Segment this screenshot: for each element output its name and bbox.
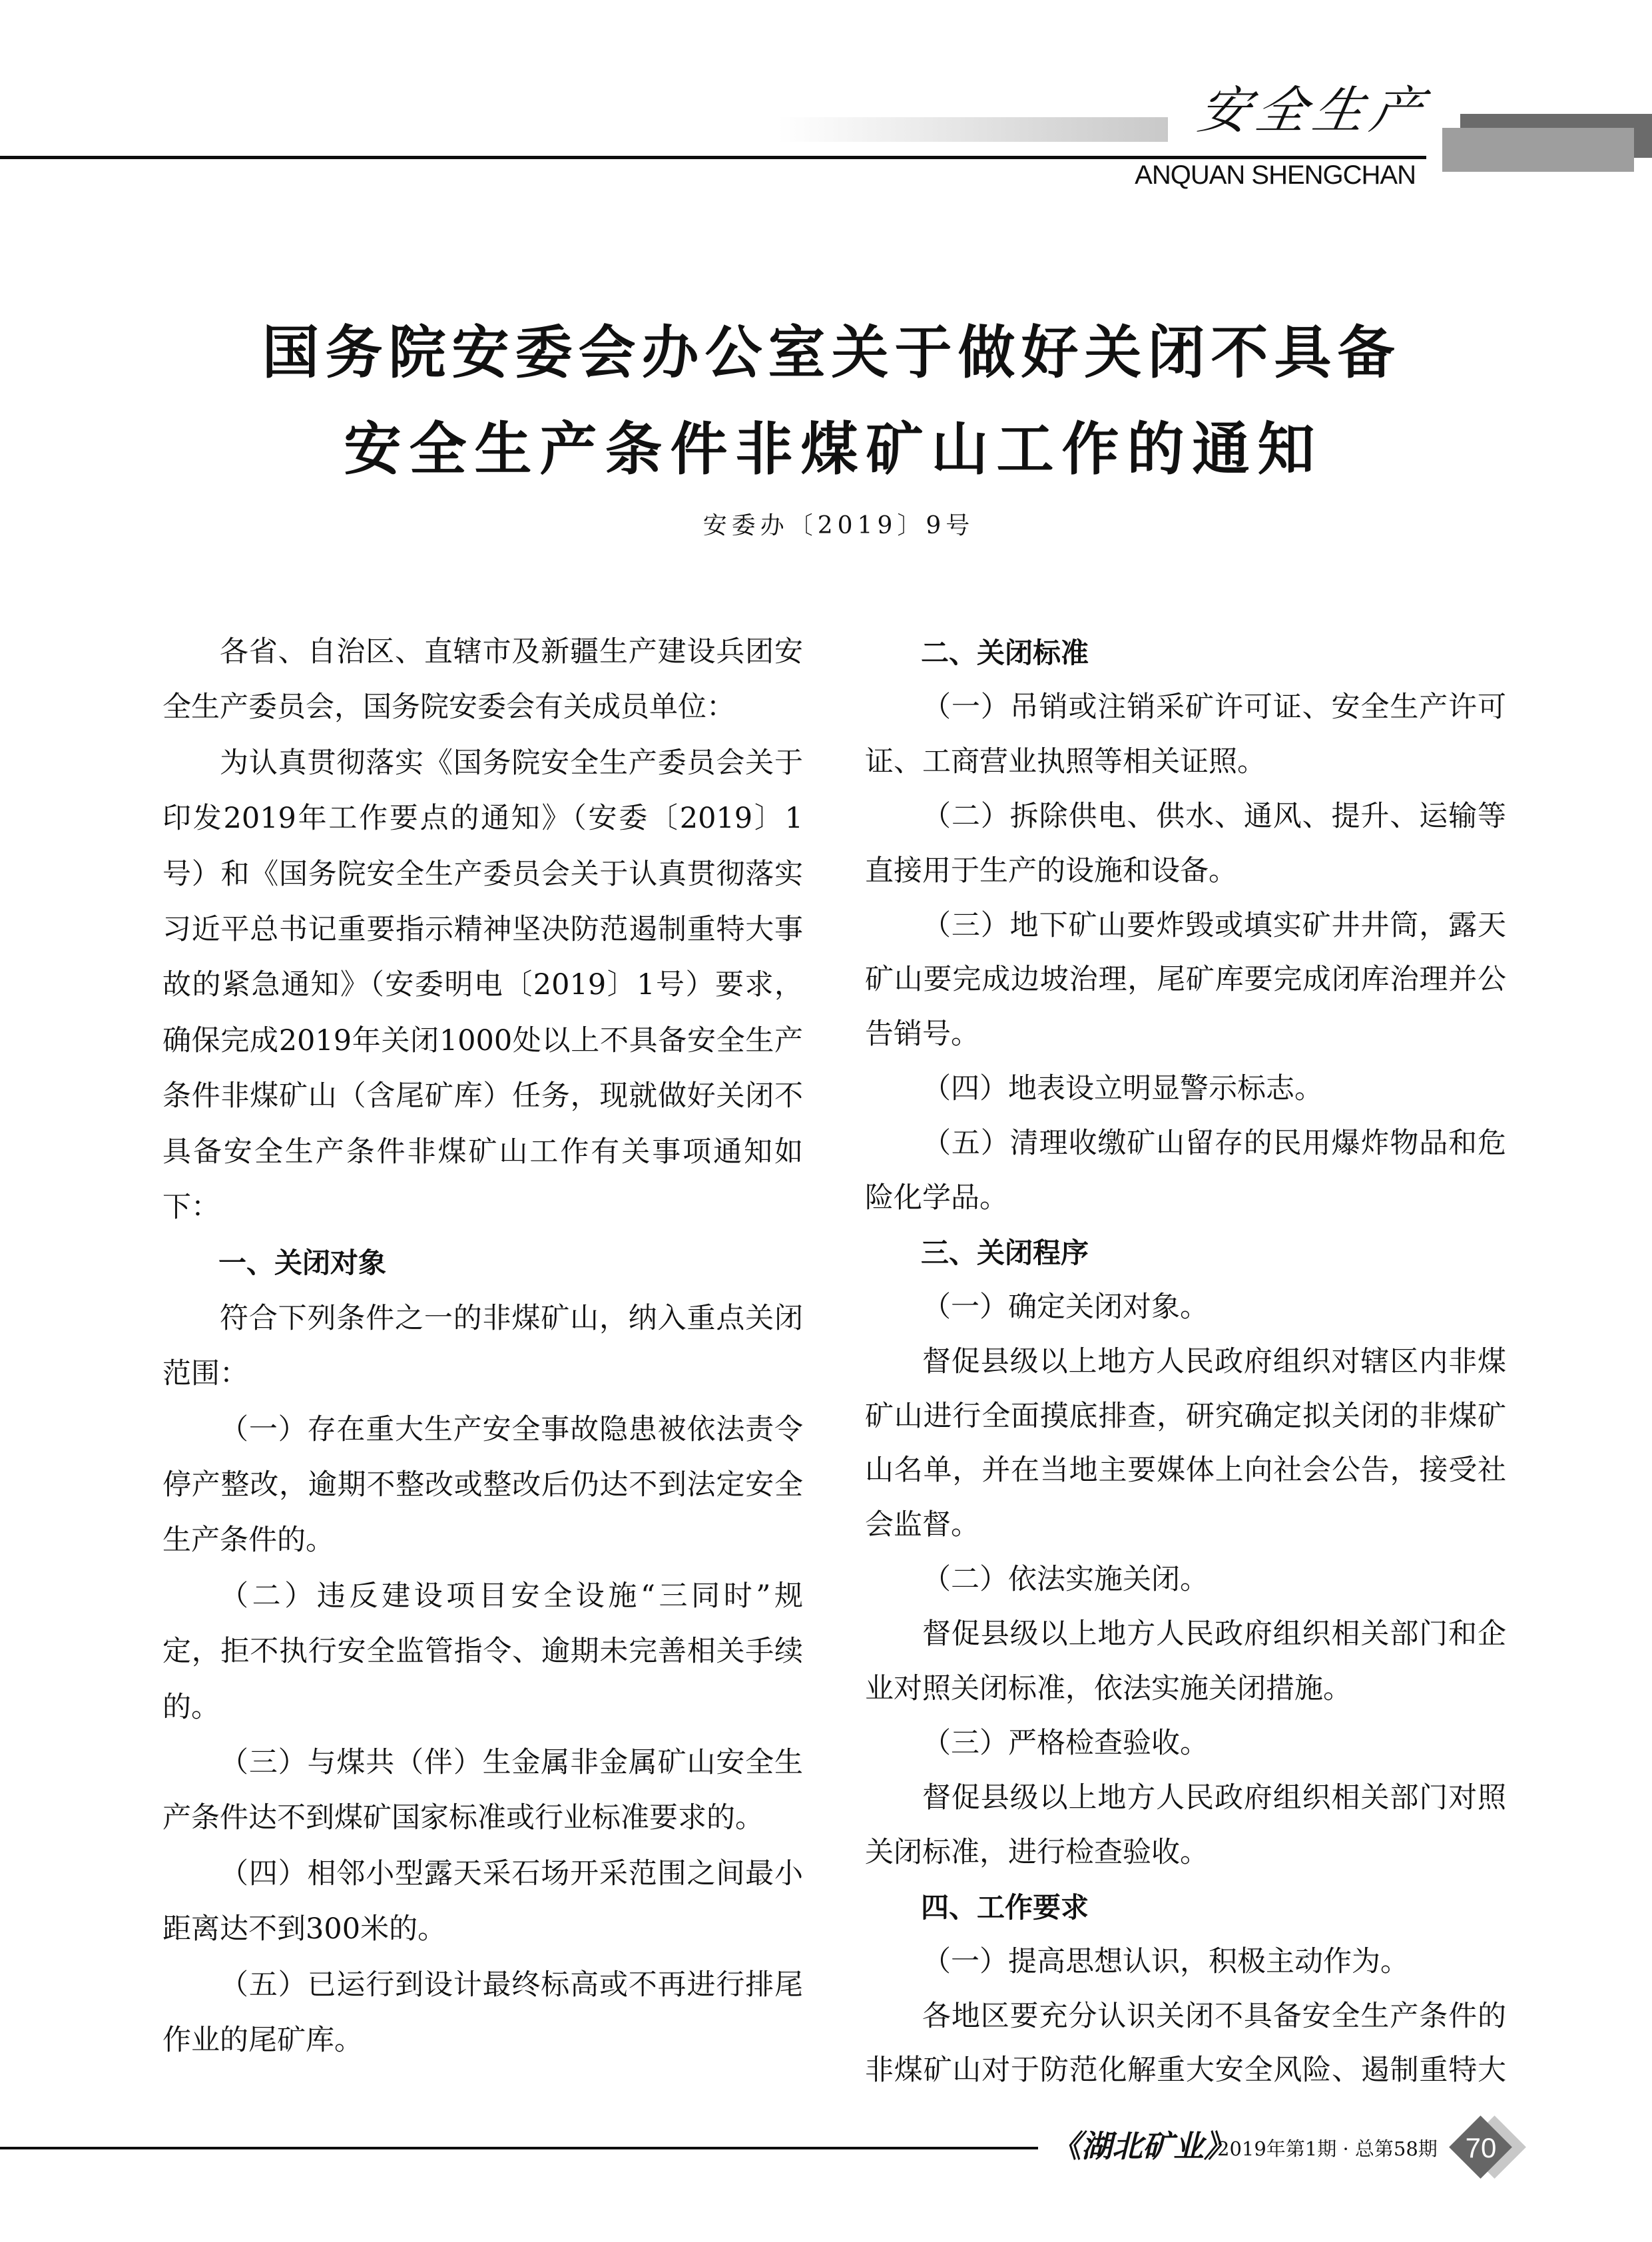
text-line: 的。 [162, 1690, 220, 1724]
text-line: （五）清理收缴矿山留存的民用爆炸物品和危 [922, 1127, 1506, 1161]
paragraph [162, 1846, 803, 1958]
text-line: 业对照关闭标准，依法实施关闭措施。 [865, 1672, 1352, 1706]
text-line: （三）地下矿山要炸毁或填实矿井井筒，露天 [922, 908, 1506, 942]
text-line: （一）存在重大生产安全事故隐患被依法责令 [220, 1412, 803, 1446]
text-line: 作业的尾矿库。 [162, 2023, 363, 2057]
paragraph [865, 1717, 1506, 1771]
page-number: 70 [1465, 2132, 1497, 2163]
journal-name: 《湖北矿业》 [1051, 2128, 1235, 2164]
paragraph [865, 790, 1506, 899]
text-line: 直接用于生产的设施和设备。 [865, 854, 1237, 888]
paragraph [865, 1771, 1506, 1880]
text-line: 督促县级以上地方人民政府组织相关部门对照 [922, 1781, 1506, 1815]
header-decor-box-light [1442, 128, 1634, 172]
section-heading-text: 二、关闭标准 [921, 637, 1089, 669]
paragraph [865, 1990, 1506, 2099]
text-line: 习近平总书记重要指示精神坚决防范遏制重特大事 [162, 912, 803, 946]
article-title-line-1: 国务院安委会办公室关于做好关闭不具备 [262, 319, 1401, 386]
text-line: 各省、自治区、直辖市及新疆生产建设兵团安 [220, 635, 803, 669]
text-line: 具备安全生产条件非煤矿山工作有关事项通知如 [162, 1135, 803, 1169]
text-line: 险化学品。 [865, 1181, 1008, 1215]
paragraph [865, 681, 1506, 790]
paragraph [865, 1117, 1506, 1226]
paragraph [162, 1402, 803, 1569]
text-line: 生产条件的。 [162, 1524, 334, 1557]
text-line: 矿山进行全面摸底排查，研究确定拟关闭的非煤矿 [865, 1399, 1506, 1433]
section-pinyin: ANQUAN SHENGCHAN [1135, 160, 1416, 190]
text-line: （四）相邻小型露天采石场开采范围之间最小 [220, 1856, 803, 1890]
paragraph [162, 1569, 803, 1735]
footer-rule [0, 2147, 1038, 2149]
text-line: 矿山要完成边坡治理，尾矿库要完成闭库治理并公 [865, 963, 1506, 997]
document-number: 安委办〔2019〕9号 [702, 512, 975, 539]
paragraph [865, 1280, 1506, 1335]
text-line: 印发2019年工作要点的通知》（安委〔2019〕1 [162, 802, 803, 836]
text-line: 号）和《国务院安全生产委员会关于认真贯彻落实 [162, 857, 803, 891]
text-line: 督促县级以上地方人民政府组织相关部门和企 [922, 1617, 1506, 1651]
section-heading [162, 1235, 803, 1290]
paragraph [865, 1935, 1506, 1990]
paragraph [865, 1553, 1506, 1607]
body-column-right [865, 626, 1506, 2098]
text-line: （二）依法实施关闭。 [922, 1563, 1209, 1597]
text-line: （四）地表设立明显警示标志。 [922, 1072, 1323, 1106]
section-heading [865, 626, 1506, 681]
paragraph [162, 625, 803, 736]
text-line: （五）已运行到设计最终标高或不再进行排尾 [220, 1968, 803, 2002]
text-line: （一）确定关闭对象。 [922, 1290, 1209, 1324]
text-line: 符合下列条件之一的非煤矿山，纳入重点关闭 [220, 1301, 803, 1335]
section-heading-text: 三、关闭程序 [921, 1236, 1089, 1269]
text-line: 会监督。 [865, 1508, 979, 1542]
text-line: 证、工商营业执照等相关证照。 [865, 744, 1266, 778]
text-line: 产条件达不到煤矿国家标准或行业标准要求的。 [162, 1801, 764, 1835]
section-heading [865, 1880, 1506, 1935]
text-line: （一）提高思想认识，积极主动作为。 [922, 1944, 1409, 1978]
text-line: 范围： [162, 1357, 248, 1391]
section-heading-text: 四、工作要求 [921, 1890, 1089, 1924]
text-line: 非煤矿山对于防范化解重大安全风险、遏制重特大 [865, 2054, 1506, 2088]
paragraph [162, 1291, 803, 1402]
text-line: 距离达不到300米的。 [162, 1912, 447, 1946]
text-line: 告销号。 [865, 1017, 979, 1051]
text-line: 关闭标准，进行检查验收。 [865, 1835, 1209, 1869]
text-line: （三）与煤共（伴）生金属非金属矿山安全生 [220, 1745, 803, 1779]
paragraph [865, 1335, 1506, 1553]
text-line: 确保完成2019年关闭1000处以上不具备安全生产 [162, 1023, 803, 1057]
text-line: 为认真贯彻落实《国务院安全生产委员会关于 [220, 746, 803, 780]
section-heading-text: 一、关闭对象 [218, 1247, 387, 1280]
text-line: 停产整改，逾期不整改或整改后仍达不到法定安全 [162, 1468, 803, 1502]
paragraph [865, 1062, 1506, 1117]
text-line: （二）违反建设项目安全设施“三同时”规 [220, 1579, 803, 1613]
text-line: 全生产委员会，国务院安委会有关成员单位： [162, 691, 735, 724]
text-line: （三）严格检查验收。 [922, 1726, 1209, 1760]
text-line: 各地区要充分认识关闭不具备安全生产条件的 [922, 1999, 1506, 2033]
paragraph [865, 1607, 1506, 1717]
text-line: 故的紧急通知》（安委明电〔2019〕1号）要求， [162, 968, 803, 1002]
paragraph [162, 1958, 803, 2069]
article-title-line-2: 安全生产条件非煤矿山工作的通知 [344, 416, 1323, 483]
body-column-left [162, 625, 803, 2068]
section-heading [865, 1226, 1506, 1280]
text-line: （二）拆除供电、供水、通风、提升、运输等 [922, 799, 1506, 833]
paragraph [162, 1735, 803, 1846]
text-line: 督促县级以上地方人民政府组织对辖区内非煤 [922, 1344, 1506, 1378]
text-line: 条件非煤矿山（含尾矿库）任务，现就做好关闭不 [162, 1079, 803, 1113]
text-line: 下： [162, 1190, 220, 1224]
section-logo: 安全生产 [1194, 81, 1434, 140]
paragraph [865, 899, 1506, 1063]
paragraph [162, 736, 803, 1236]
text-line: 山名单，并在当地主要媒体上向社会公告，接受社 [865, 1454, 1506, 1488]
issue-info: 2019年第1期 · 总第58期 [1217, 2137, 1438, 2160]
text-line: 定，拒不执行安全监管指令、逾期未完善相关手续 [162, 1635, 803, 1669]
text-line: （一）吊销或注销采矿许可证、安全生产许可 [922, 690, 1506, 724]
header-gradient-bar [778, 117, 1168, 142]
